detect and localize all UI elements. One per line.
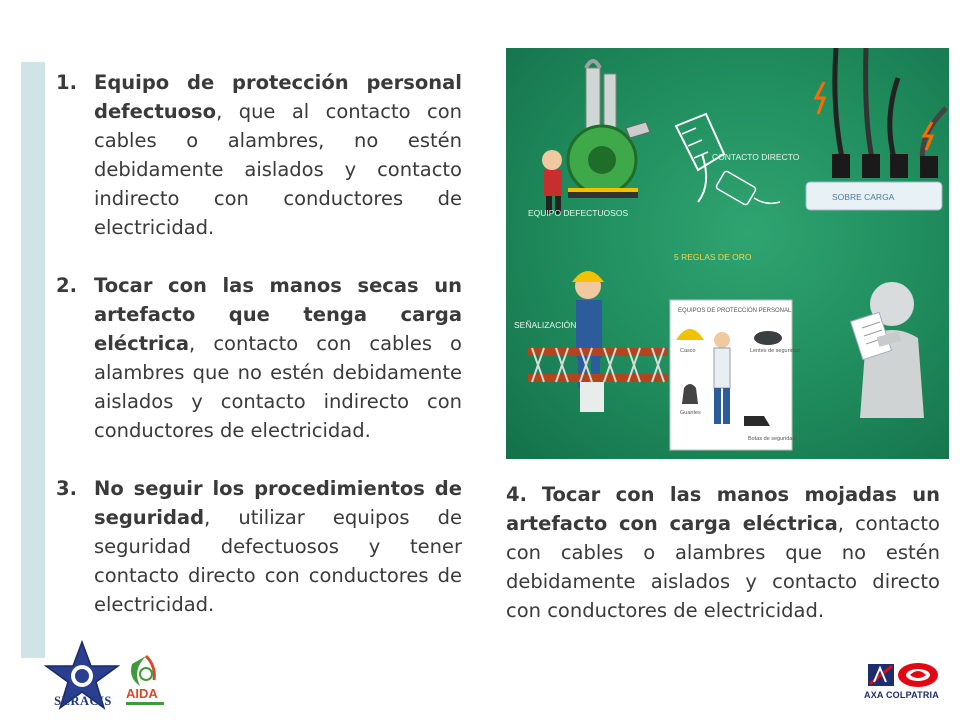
axa-colpatria-logo-text: AXA COLPATRIA — [864, 690, 939, 700]
overload-graphic — [806, 48, 946, 210]
figure-with-clipboard-graphic — [851, 282, 924, 418]
item-number: 3. — [56, 477, 77, 500]
item-bold-text: No seguir los procedimientos de seguridad — [94, 477, 462, 529]
hazard-list — [56, 68, 462, 648]
item-text — [94, 271, 462, 445]
list-item — [56, 474, 462, 619]
list-item — [56, 68, 462, 242]
label-epp-lentes: Lentes de seguridad — [750, 348, 800, 354]
aida-logo-text: AIDA — [126, 686, 158, 701]
label-epp-title: EQUIPOS DE PROTECCIÓN PERSONAL — [678, 308, 792, 314]
item-bold-text: Equipo de protección personal defectuoso — [94, 71, 462, 123]
aida-logo — [120, 652, 172, 710]
label-epp-botas: Botas de seguridad — [748, 436, 796, 442]
label-equipo: EQUIPO DEFECTUOSOS — [528, 208, 629, 218]
item-rest-text: , que al contacto con cables o alambres, no estén debidamente aislados y contacto indirecto con conductores de electricidad. — [94, 100, 462, 239]
signaling-graphic — [528, 271, 668, 412]
label-contacto: CONTACTO DIRECTO — [712, 152, 800, 162]
item-text — [94, 68, 462, 242]
electrical-safety-illustration — [506, 48, 949, 459]
item-number: 1. — [56, 71, 77, 94]
list-item-4 — [506, 480, 940, 625]
ppe-poster-graphic — [670, 300, 792, 450]
label-senalizacion: SEÑALIZACIÓN — [514, 320, 577, 330]
illustration-canvas — [506, 48, 949, 459]
accent-bar — [21, 62, 45, 658]
label-reglas: 5 REGLAS DE ORO — [674, 252, 752, 262]
list-item — [56, 271, 462, 445]
item-bold-text: Tocar con las manos mojadas un artefacto con carga eléctrica — [506, 483, 940, 535]
item-rest-text: , contacto con cables o alambres que no estén debidamente aislados y contacto indirecto con conductores de electricidad. — [94, 332, 462, 442]
item-bold-text: Tocar con las manos secas un artefacto que tenga carga eléctrica — [94, 274, 462, 355]
label-sobrecarga: SOBRE CARGA — [832, 192, 895, 202]
item-bold-text: 4. — [506, 483, 527, 506]
label-epp-casco: Casco — [680, 348, 696, 354]
seracis-logo-text: SERACIS — [54, 694, 112, 708]
defective-equipment-graphic — [542, 61, 650, 214]
item-text — [94, 474, 462, 619]
item-number: 2. — [56, 274, 77, 297]
item-rest-text: , contacto con cables o alambres que no estén debidamente aislados y contacto directo con conductores de electricidad. — [506, 512, 940, 622]
item-rest-text: , utilizar equipos de seguridad defectuosos y tener contacto directo con conductores de electricidad. — [94, 506, 462, 616]
label-epp-guantes: Guantes — [680, 410, 701, 416]
